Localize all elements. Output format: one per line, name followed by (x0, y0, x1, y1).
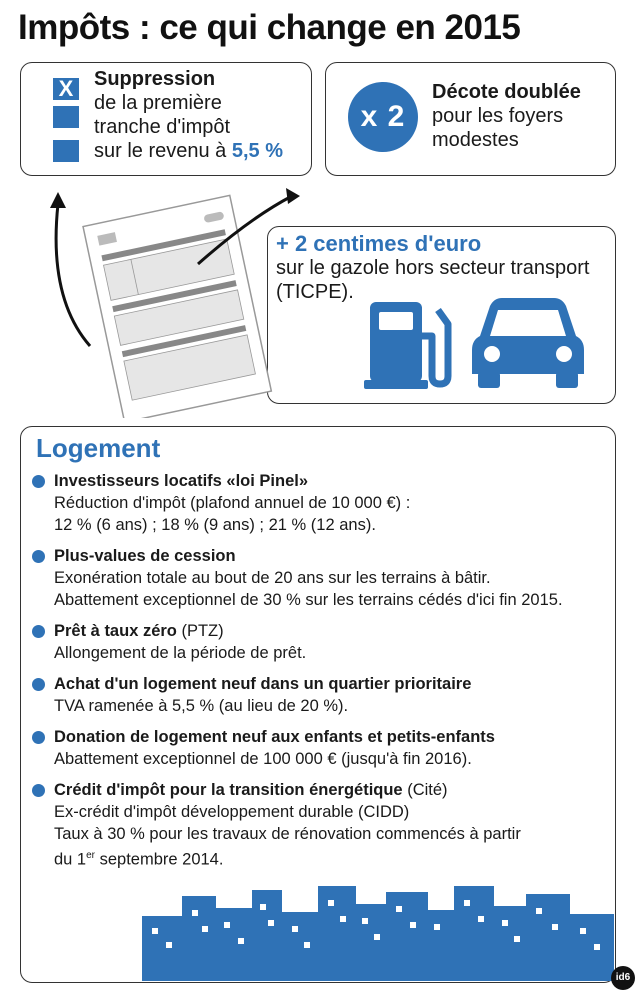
suppression-heading: Suppression (94, 68, 216, 90)
item-line: Ex-crédit d'impôt développement durable (CIDD) (54, 803, 410, 821)
item-line: 12 % (6 ans) ; 18 % (9 ans) ; 21 % (12 ans). (54, 516, 376, 534)
multiplier-badge: x 2 (348, 82, 418, 152)
tax-form-illustration (30, 178, 320, 418)
decote-heading: Décote doublée (432, 81, 581, 103)
bullet-icon (32, 731, 45, 744)
rate-value: 5,5 % (231, 140, 284, 162)
decote-line: pour les foyers (432, 105, 564, 127)
gazole-text (276, 232, 590, 304)
item-line: Taux à 30 % pour les travaux de rénovation commencés à partir (54, 825, 521, 843)
item-heading: Achat d'un logement neuf dans un quartier prioritaire (54, 675, 472, 693)
item-line: Abattement exceptionnel de 100 000 € (jusqu'à fin 2016). (54, 750, 472, 768)
car-icon (468, 296, 588, 391)
decote-line: modestes (432, 129, 519, 151)
suppression-text (94, 67, 283, 163)
decote-text (432, 80, 581, 152)
item-heading: Prêt à taux zéro (54, 622, 177, 640)
gazole-heading: + 2 centimes d'euro (276, 231, 482, 256)
list-item (32, 779, 602, 871)
suppression-line: de la première (94, 92, 222, 114)
item-heading: Crédit d'impôt pour la transition énergétique (54, 781, 403, 799)
item-line: du 1er septembre 2014. (54, 850, 224, 869)
page-title: Impôts : ce qui change en 2015 (18, 8, 521, 47)
bullet-icon (32, 625, 45, 638)
list-item (32, 620, 602, 664)
gazole-line: (TICPE). (276, 281, 354, 303)
item-heading: Donation de logement neuf aux enfants et petits-enfants (54, 728, 495, 746)
item-line: TVA ramenée à 5,5 % (au lieu de 20 %). (54, 697, 349, 715)
suppression-line: tranche d'impôt (94, 116, 231, 138)
gazole-line: sur le gazole hors secteur transport (276, 257, 590, 279)
id6-logo: id6 (611, 966, 635, 990)
item-heading: Plus-values de cession (54, 547, 236, 565)
checked-box-icon: X (53, 78, 79, 100)
list-item (32, 470, 602, 536)
list-item (32, 545, 602, 611)
item-line: Allongement de la période de prêt. (54, 644, 307, 662)
item-heading-extra: (PTZ) (176, 622, 224, 640)
item-heading: Investisseurs locatifs «loi Pinel» (54, 472, 309, 490)
city-skyline-illustration (142, 886, 614, 981)
list-item (32, 726, 602, 770)
list-item (32, 673, 602, 717)
bullet-icon (32, 784, 45, 797)
item-line: Exonération totale au bout de 20 ans sur les terrains à bâtir. (54, 569, 491, 587)
logement-list (32, 470, 602, 880)
item-line: Réduction d'impôt (plafond annuel de 10 000 €) : (54, 494, 411, 512)
bullet-icon (32, 678, 45, 691)
item-line: Abattement exceptionnel de 30 % sur les terrains cédés d'ici fin 2015. (54, 591, 563, 609)
bullet-icon (32, 550, 45, 563)
empty-box-icon (53, 140, 79, 162)
suppression-line: sur le revenu à 5,5 % (94, 140, 284, 162)
bullet-icon (32, 475, 45, 488)
logement-title: Logement (36, 433, 161, 463)
fuel-pump-icon (360, 296, 470, 391)
empty-box-icon (53, 106, 79, 128)
item-heading-extra: (Cité) (402, 781, 448, 799)
